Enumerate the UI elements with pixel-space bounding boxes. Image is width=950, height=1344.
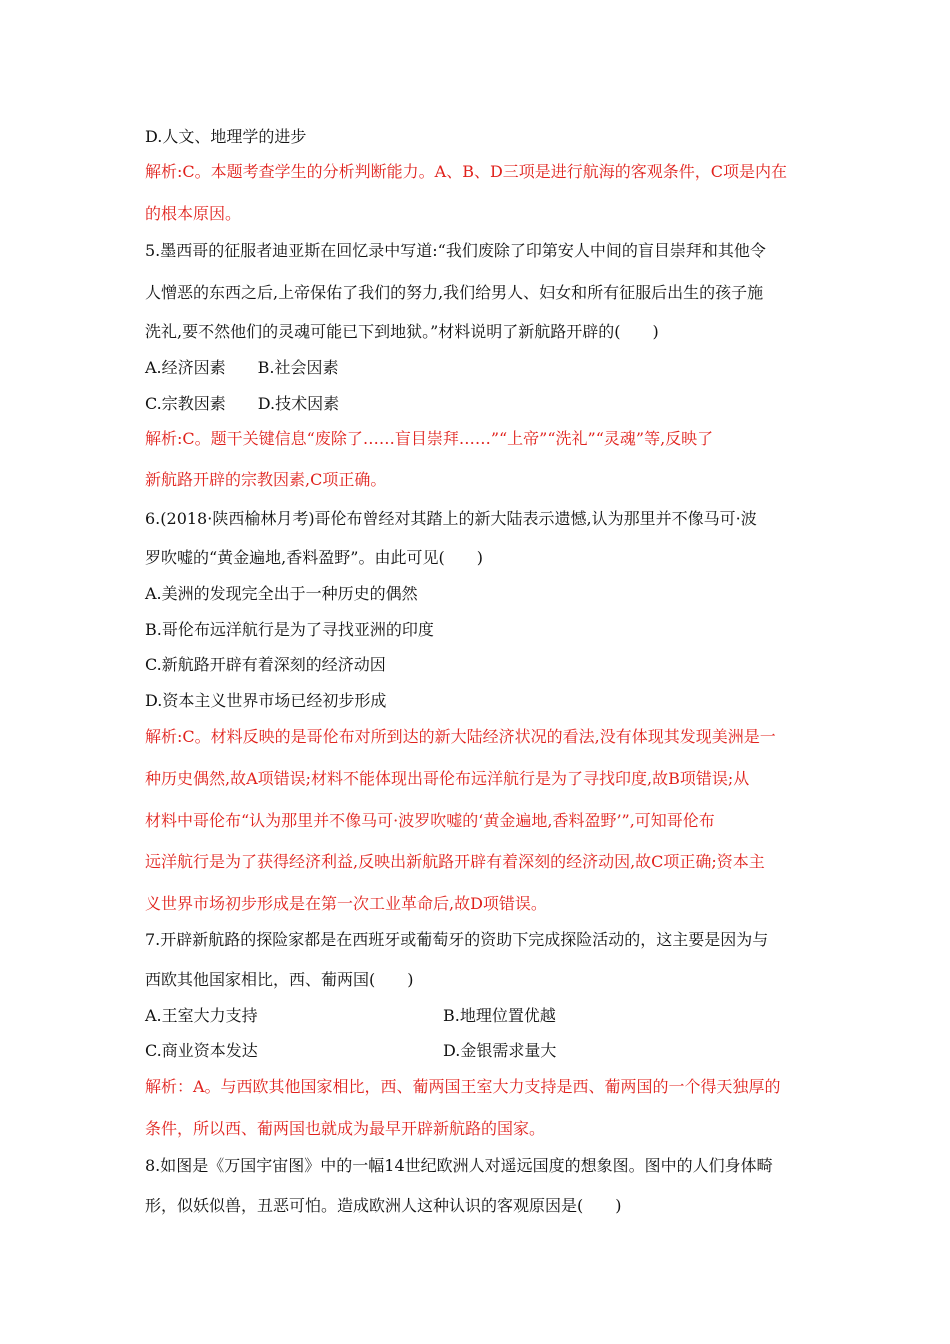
q7-stem-line-1: 7.开辟新航路的探险家都是在西班牙或葡萄牙的资助下完成探险活动的，这主要是因为与 xyxy=(145,930,769,949)
q7-option-d: D.金银需求量大 xyxy=(443,1041,557,1060)
q6-option-a: A.美洲的发现完全出于一种历史的偶然 xyxy=(145,584,418,603)
q7-answer-line-1: 解析：A。与西欧其他国家相比，西、葡两国王室大力支持是西、葡两国的一个得天独厚的 xyxy=(145,1077,781,1096)
q7-option-c: C.商业资本发达 xyxy=(145,1041,258,1060)
q7-stem-line-2: 西欧其他国家相比，西、葡两国( ) xyxy=(145,970,414,989)
q7-answer-line-2: 条件，所以西、葡两国也就成为最早开辟新航路的国家。 xyxy=(145,1119,546,1138)
q8-stem-line-2: 形，似妖似兽，丑恶可怕。造成欧洲人这种认识的客观原因是( ) xyxy=(145,1196,622,1215)
q5-stem-line-3: 洗礼,要不然他们的灵魂可能已下到地狱。”材料说明了新航路开辟的( ) xyxy=(145,322,659,341)
q6-answer-line-4: 远洋航行是为了获得经济利益,反映出新航路开辟有着深刻的经济动因,故C项正确;资本主 xyxy=(145,852,765,871)
q6-answer-line-1: 解析:C。材料反映的是哥伦布对所到达的新大陆经济状况的看法,没有体现其发现美洲是一 xyxy=(145,727,776,746)
q6-answer-line-3: 材料中哥伦布“认为那里并不像马可·波罗吹嘘的‘黄金遍地,香料盈野’”,可知哥伦布 xyxy=(145,811,715,830)
q6-stem-line-1: 6.(2018·陕西榆林月考)哥伦布曾经对其踏上的新大陆表示遗憾,认为那里并不像马可·波 xyxy=(145,509,757,528)
q6-answer-line-2: 种历史偶然,故A项错误;材料不能体现出哥伦布远洋航行是为了寻找印度,故B项错误;从 xyxy=(145,769,750,788)
q5-stem-line-1: 5.墨西哥的征服者迪亚斯在回忆录中写道:“我们废除了印第安人中间的盲目崇拜和其他令 xyxy=(145,241,766,260)
q6-option-c: C.新航路开辟有着深刻的经济动因 xyxy=(145,655,386,674)
q5-answer-line-1: 解析:C。题干关键信息“废除了……盲目崇拜……”“上帝”“洗礼”“灵魂”等,反映了 xyxy=(145,429,714,448)
q7-option-a: A.王室大力支持 xyxy=(145,1006,258,1025)
q4-option-d: D.人文、地理学的进步 xyxy=(145,127,307,146)
q6-option-b: B.哥伦布远洋航行是为了寻找亚洲的印度 xyxy=(145,620,434,639)
q5-answer-line-2: 新航路开辟的宗教因素,C项正确。 xyxy=(145,470,387,489)
q6-stem-line-2: 罗吹嘘的“黄金遍地,香料盈野”。由此可见( ) xyxy=(145,548,483,567)
q5-stem-line-2: 人憎恶的东西之后,上帝保佑了我们的努力,我们给男人、妇女和所有征服后出生的孩子施 xyxy=(145,283,764,302)
q6-option-d: D.资本主义世界市场已经初步形成 xyxy=(145,691,387,710)
q4-answer-line-1: 解析:C。本题考查学生的分析判断能力。A、B、D三项是进行航海的客观条件，C项是内在 xyxy=(145,162,788,181)
q7-option-b: B.地理位置优越 xyxy=(443,1006,556,1025)
q4-answer-line-2: 的根本原因。 xyxy=(145,204,242,223)
q8-stem-line-1: 8.如图是《万国宇宙图》中的一幅14世纪欧洲人对遥远国度的想象图。图中的人们身体畸 xyxy=(145,1156,773,1175)
q6-answer-line-5: 义世界市场初步形成是在第一次工业革命后,故D项错误。 xyxy=(145,894,547,913)
q5-options-cd: C.宗教因素 D.技术因素 xyxy=(145,394,340,413)
q5-options-ab: A.经济因素 B.社会因素 xyxy=(145,358,339,377)
